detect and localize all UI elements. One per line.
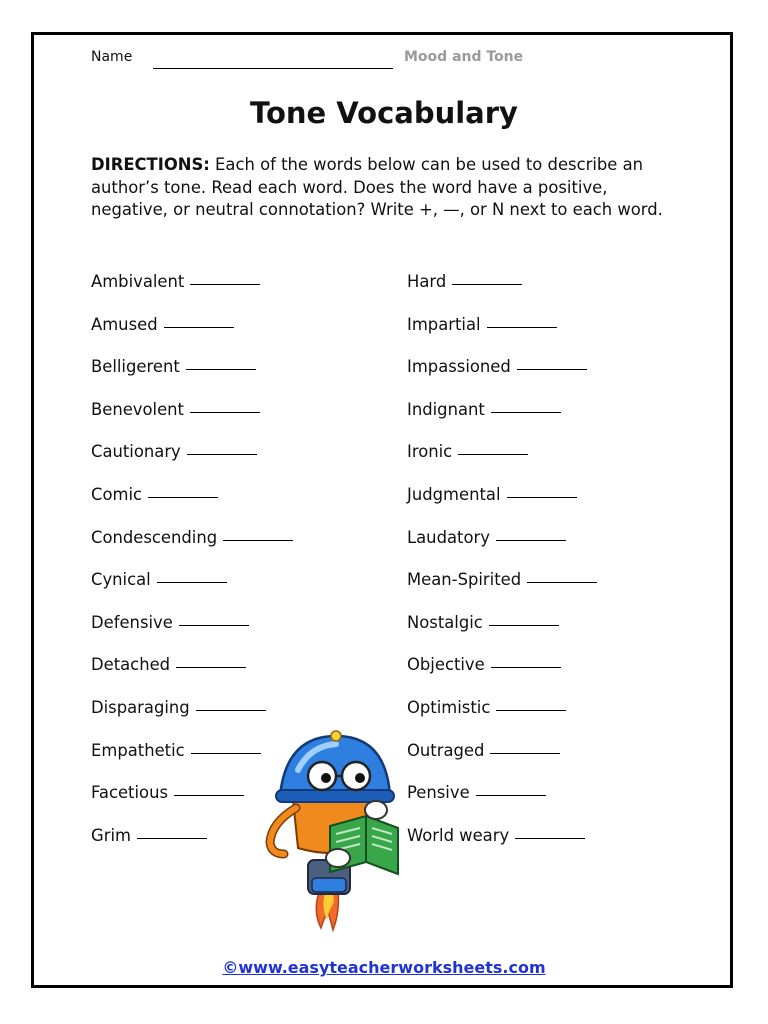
- word-item: Condescending: [91, 527, 293, 570]
- answer-blank: [452, 283, 522, 285]
- word-item: Defensive: [91, 612, 293, 655]
- word-item: Cautionary: [91, 441, 293, 484]
- directions: [91, 154, 681, 222]
- page-title: Tone Vocabulary: [250, 96, 518, 130]
- word-item: Nostalgic: [407, 612, 597, 655]
- word-item: Amused: [91, 314, 293, 357]
- word-item: Mean-Spirited: [407, 569, 597, 612]
- word-item: Disparaging: [91, 697, 293, 740]
- answer-blank: [496, 539, 566, 541]
- answer-blank: [517, 368, 587, 370]
- word-item: Belligerent: [91, 356, 293, 399]
- word-item: Empathetic: [91, 740, 293, 783]
- word-item: Facetious: [91, 782, 293, 825]
- answer-blank: [476, 794, 546, 796]
- website-link[interactable]: ©www.easyteacherworksheets.com: [222, 958, 546, 977]
- answer-blank: [527, 581, 597, 583]
- answer-blank: [190, 283, 260, 285]
- answer-blank: [489, 624, 559, 626]
- answer-blank: [174, 794, 244, 796]
- word-item: Comic: [91, 484, 293, 527]
- word-item: Ambivalent: [91, 271, 293, 314]
- answer-blank: [490, 752, 560, 754]
- answer-blank: [176, 666, 246, 668]
- word-item: Indignant: [407, 399, 597, 442]
- answer-blank: [157, 581, 227, 583]
- word-item: Cynical: [91, 569, 293, 612]
- word-item: Detached: [91, 654, 293, 697]
- word-item: Ironic: [407, 441, 597, 484]
- word-item: Optimistic: [407, 697, 597, 740]
- name-line: [153, 68, 393, 69]
- word-item: Objective: [407, 654, 597, 697]
- answer-blank: [507, 496, 577, 498]
- word-column-right: [407, 271, 597, 867]
- word-item: Judgmental: [407, 484, 597, 527]
- answer-blank: [223, 539, 293, 541]
- word-item: Hard: [407, 271, 597, 314]
- name-label: Name: [91, 49, 133, 65]
- word-item: Outraged: [407, 740, 597, 783]
- directions-text: Each of the words below can be used to describe an author’s tone. Read each word. Does the word have a positive, negative, or neutral connotation? Write +, —, or N next to each word.: [91, 155, 663, 219]
- answer-blank: [137, 837, 207, 839]
- answer-blank: [196, 709, 266, 711]
- answer-blank: [191, 752, 261, 754]
- word-item: Grim: [91, 825, 293, 868]
- answer-blank: [491, 666, 561, 668]
- answer-blank: [458, 453, 528, 455]
- robot-reading-book-icon: [258, 730, 408, 935]
- worksheet-topic: Mood and Tone: [404, 49, 524, 65]
- word-item: Pensive: [407, 782, 597, 825]
- word-item: Impartial: [407, 314, 597, 357]
- directions-label: DIRECTIONS:: [91, 155, 210, 174]
- word-item: Benevolent: [91, 399, 293, 442]
- answer-blank: [515, 837, 585, 839]
- word-item: Impassioned: [407, 356, 597, 399]
- answer-blank: [187, 453, 257, 455]
- word-item: Laudatory: [407, 527, 597, 570]
- word-item: World weary: [407, 825, 597, 868]
- answer-blank: [491, 411, 561, 413]
- answer-blank: [186, 368, 256, 370]
- answer-blank: [496, 709, 566, 711]
- answer-blank: [179, 624, 249, 626]
- answer-blank: [164, 326, 234, 328]
- answer-blank: [487, 326, 557, 328]
- answer-blank: [148, 496, 218, 498]
- answer-blank: [190, 411, 260, 413]
